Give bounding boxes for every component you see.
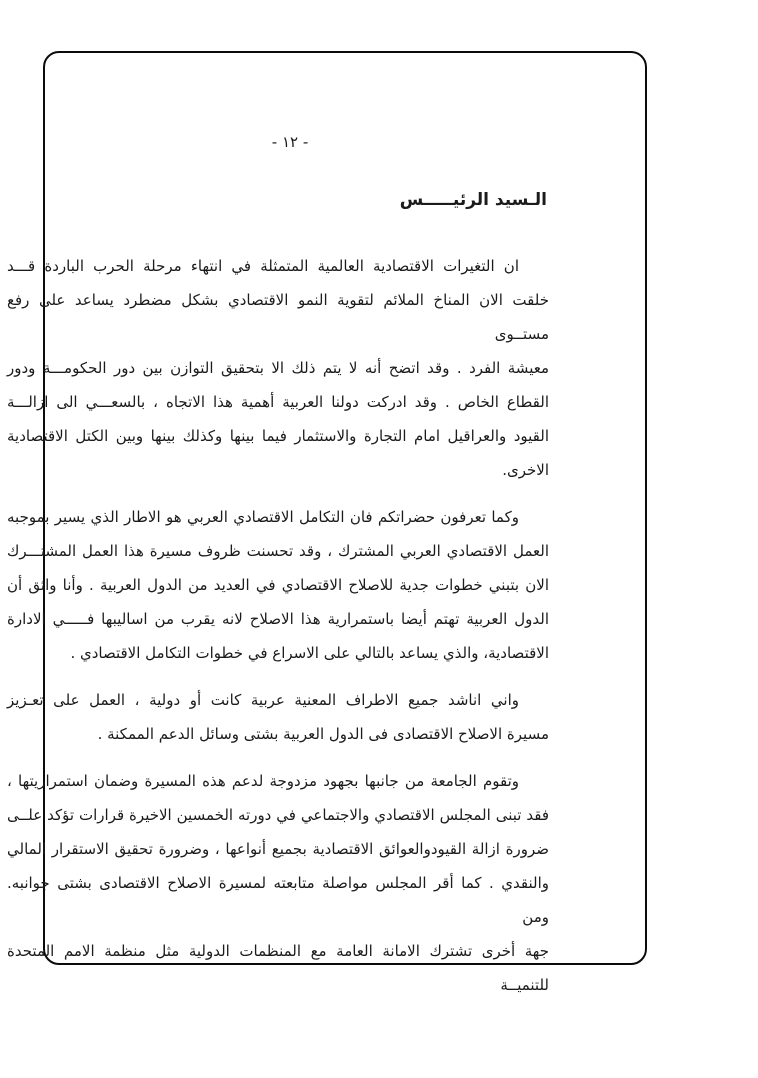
text-line: مسيرة الاصلاح الاقتصادى فى الدول العربية بشتى وسائل الدعم الممكنة . [97, 725, 549, 743]
text-line: خلقت الان المناخ الملائم لتقوية النمو الاقتصادي بشكل مضطرد يساعد على رفع مستــوى [7, 291, 549, 343]
page-frame [7, 51, 647, 994]
text-line: الاخرى. [502, 461, 549, 479]
text-line: وتقوم الجامعة من جانبها بجهود مزدوجة لدعم هذه المسيرة وضمان استمراريتها ، [7, 772, 519, 790]
paragraph [7, 683, 549, 751]
text-line: والنقدي . كما أقر المجلس مواصلة متابعته لمسيرة الاصلاح الاقتصادى بشتى جوانبه. ومن [7, 874, 549, 926]
text-line: ان التغيرات الاقتصادية العالمية المتمثلة في انتهاء مرحلة الحرب الباردة قـــد [7, 257, 519, 275]
text-line: ضرورة ازالة القيودوالعوائق الاقتصادية بجميع أنواعها ، وضرورة تحقيق الاستقرار المالي [7, 840, 549, 858]
text-line: واني اناشد جميع الاطراف المعنية عربية كانت أو دولية ، العمل على تعـزيز [7, 691, 519, 709]
text-line: جهة أخرى تشترك الامانة العامة مع المنظمات الدولية مثل منظمة الامم المتحدة للتنميــة [7, 942, 549, 994]
text-line: الاقتصادية، والذي يساعد بالتالي على الاسراع في خطوات التكامل الاقتصادي . [70, 644, 549, 662]
text-line: الدول العربية تهتم أيضا باستمرارية هذا الاصلاح لانه يقرب من اساليبها فـــــي الادارة [7, 610, 549, 628]
text-line: وكما تعرفون حضراتكم فان التكامل الاقتصادي العربي هو الاطار الذي يسير بموجبه [7, 508, 519, 526]
text-line: القيود والعراقيل امام التجارة والاستثمار فيما بينها وكذلك بينها وبين الكتل الاقتصادية [7, 427, 549, 445]
document-body [7, 249, 549, 1002]
text-line: الان بتبني خطوات جدية للاصلاح الاقتصادي في العديد من الدول العربية . وأنا واثق أن [7, 576, 549, 594]
text-line: القطاع الخاص . وقد ادركت دولنا العربية أهمية هذا الاتجاه ، بالسعـــي الى ازالـــة [7, 393, 549, 411]
page-number: - ١٢ - [271, 133, 309, 151]
text-line: معيشة الفرد . وقد اتضح أنه لا يتم ذلك الا بتحقيق التوازن بين دور الحكومـــة ودور [7, 359, 549, 377]
text-line: العمل الاقتصادي العربي المشترك ، وقد تحسنت ظروف مسيرة هذا العمل المشتـــرك [7, 542, 549, 560]
paragraph [7, 764, 549, 1002]
text-line: فقد تبنى المجلس الاقتصادي والاجتماعي في دورته الخمسين الاخيرة قرارات تؤكد علــى [7, 806, 549, 824]
paragraph [7, 500, 549, 670]
salutation-heading: الـسيد الرئيـــــس [399, 190, 547, 210]
paragraph [7, 249, 549, 487]
